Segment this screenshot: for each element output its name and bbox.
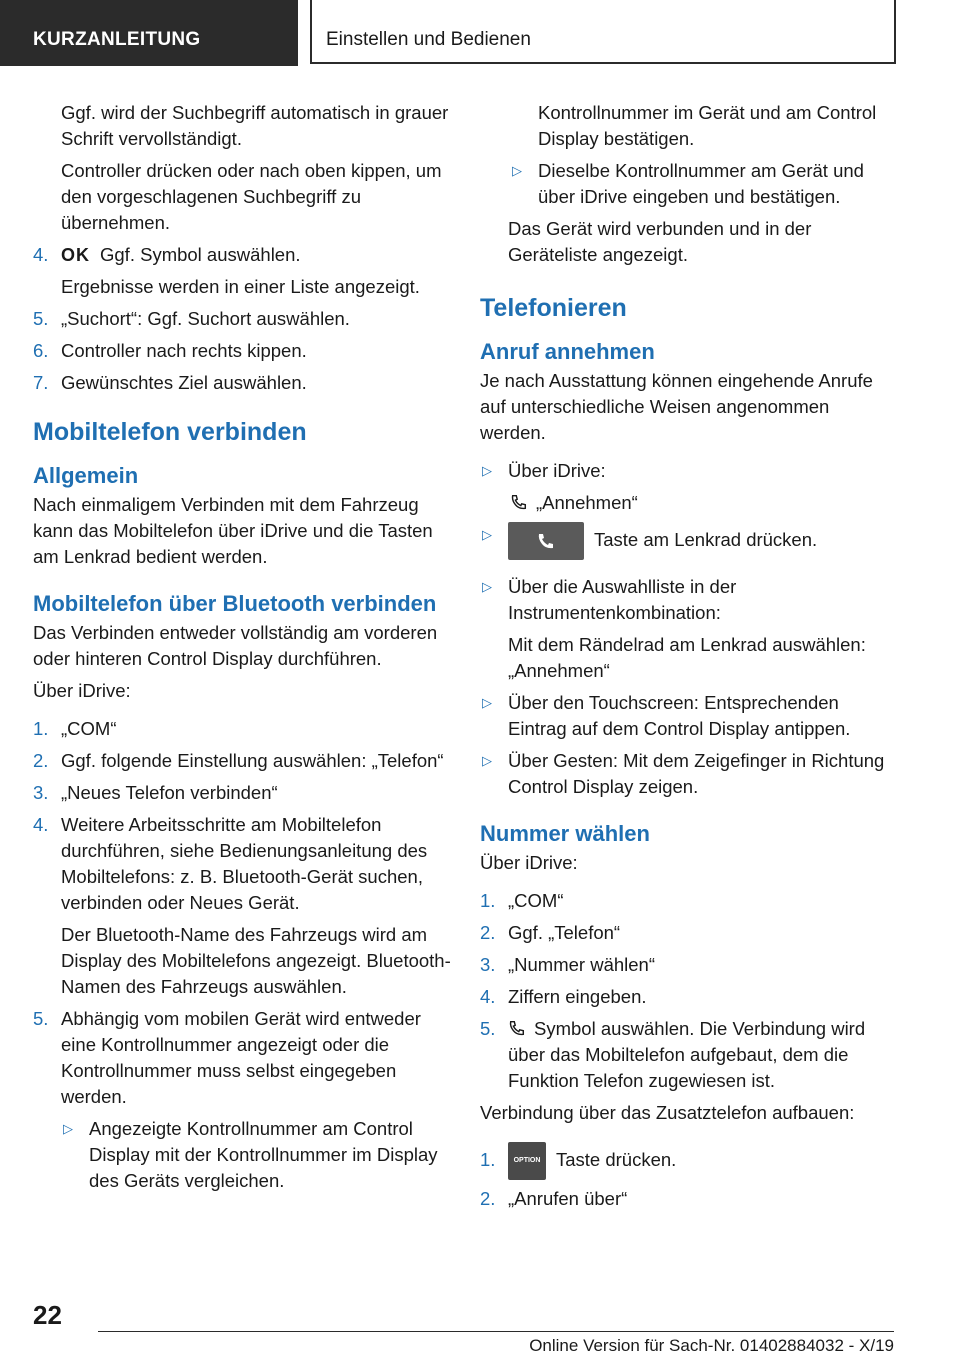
list-item: 6. Controller nach rechts kippen. bbox=[33, 340, 307, 361]
paragraph: Über iDrive: bbox=[480, 852, 578, 873]
paragraph: Mit dem Rändelrad am Lenkrad auswählen: „Annehmen“ bbox=[508, 634, 866, 681]
heading-anruf-annehmen: Anruf annehmen bbox=[480, 339, 655, 364]
paragraph: Das Verbinden entweder vollständig am vorderen oder hinteren Control Display durchführen. bbox=[33, 622, 438, 669]
paragraph: Ggf. wird der Suchbegriff automatisch in grauer Schrift vervollständigt. bbox=[61, 102, 449, 149]
list-item: 3. „Nummer wählen“ bbox=[480, 954, 656, 975]
paragraph: Kontrollnummer im Gerät und am Control Display bestätigen. bbox=[538, 102, 877, 149]
heading-allgemein: Allgemein bbox=[33, 463, 139, 488]
heading-telefonieren: Telefonieren bbox=[480, 294, 627, 322]
page-header bbox=[0, 0, 960, 66]
paragraph: Verbindung über das Zusatztelefon aufbauen: bbox=[480, 1102, 855, 1123]
section-tab: KURZANLEITUNG bbox=[0, 0, 298, 66]
sub-list-item: ▷ Dieselbe Kontrollnummer am Gerät und über iDrive eingeben und bestätigen. bbox=[512, 160, 864, 207]
right-column bbox=[480, 100, 900, 1218]
page-number: 22 bbox=[33, 1300, 62, 1330]
paragraph: Das Gerät wird verbunden und in der Geräteliste angezeigt. bbox=[508, 218, 812, 265]
list-item: 4. OK Ggf. Symbol auswählen. bbox=[33, 244, 301, 265]
phone-icon bbox=[510, 493, 528, 511]
sub-list-item: ▷ Über den Touchscreen: Entsprechenden Eintrag auf dem Control Display antippen. bbox=[482, 692, 851, 739]
list-item: 5. Symbol auswählen. Die Verbindung wird über das Mobiltelefon aufgebaut, dem die Funktion Telefon zugewiesen ist. bbox=[480, 1018, 866, 1091]
paragraph: Nach einmaligem Verbinden mit dem Fahrzeug kann das Mobiltelefon über iDrive und die Tasten am Lenkrad bedient werden. bbox=[33, 494, 433, 567]
triangle-bullet-icon: ▷ bbox=[512, 163, 522, 178]
triangle-bullet-icon: ▷ bbox=[482, 753, 492, 768]
paragraph: Der Bluetooth-Name des Fahrzeugs wird am Display des Mobiltelefons angezeigt. Bluetooth-Namen des Fahrzeugs auswählen. bbox=[61, 924, 451, 997]
list-item: 4. Ziffern eingeben. bbox=[480, 986, 647, 1007]
paragraph: Über iDrive: bbox=[33, 680, 131, 701]
paragraph: Ergebnisse werden in einer Liste angezeigt. bbox=[61, 276, 420, 297]
list-item: 4. Weitere Arbeitsschritte am Mobiltelefon durchführen, siehe Bedienungsanleitung des Mobiltelefons: z. B. Bluetooth-Gerät suchen, verbinden oder Neues Gerät. bbox=[33, 814, 428, 913]
sub-list-item: ▷ Über iDrive: bbox=[480, 458, 900, 484]
triangle-bullet-icon: ▷ bbox=[63, 1121, 73, 1136]
left-column bbox=[33, 100, 453, 1200]
steering-wheel-phone-button-icon bbox=[508, 522, 584, 560]
ok-icon: OK bbox=[61, 245, 90, 265]
sub-list-item: ▷ Taste am Lenkrad drücken. bbox=[480, 522, 900, 560]
chapter-title: Einstellen und Bedienen bbox=[310, 0, 896, 64]
phone-icon bbox=[508, 1019, 526, 1037]
sub-list-item: ▷ Angezeigte Kontrollnummer am Control Display mit der Kontrollnummer im Display des Geräts vergleichen. bbox=[63, 1118, 438, 1191]
list-item: 1. „COM“ bbox=[33, 718, 117, 739]
heading-nummer-waehlen: Nummer wählen bbox=[480, 821, 650, 846]
list-item: 2. Ggf. „Telefon“ bbox=[480, 922, 621, 943]
list-item: 1. „COM“ bbox=[480, 890, 564, 911]
list-item: 3. „Neues Telefon verbinden“ bbox=[33, 782, 278, 803]
option-button-icon: OPTION bbox=[508, 1142, 546, 1180]
footer-text: Online Version für Sach-Nr. 01402884032 - X/19 bbox=[529, 1336, 894, 1355]
paragraph: Controller drücken oder nach oben kippen, um den vorgeschlagenen Suchbegriff zu übernehmen. bbox=[61, 160, 442, 233]
paragraph: Je nach Ausstattung können eingehende Anrufe auf unterschiedliche Weisen angenommen werden. bbox=[480, 370, 873, 443]
triangle-bullet-icon: ▷ bbox=[482, 527, 492, 542]
list-item: 5. Abhängig vom mobilen Gerät wird entweder eine Kontrollnummer angezeigt oder die Kontrollnummer muss selbst eingegeben werden. bbox=[33, 1008, 421, 1107]
list-item: 1. OPTION Taste drücken. bbox=[480, 1140, 900, 1180]
triangle-bullet-icon: ▷ bbox=[482, 463, 492, 478]
heading-bluetooth: Mobiltelefon über Bluetooth verbinden bbox=[33, 591, 437, 616]
paragraph: „Annehmen“ bbox=[480, 490, 900, 516]
heading-mobiltelefon: Mobiltelefon verbinden bbox=[33, 418, 307, 446]
sub-list-item: ▷ Über Gesten: Mit dem Zeigefinger in Richtung Control Display zeigen. bbox=[482, 750, 885, 797]
triangle-bullet-icon: ▷ bbox=[482, 579, 492, 594]
list-item: 7. Gewünschtes Ziel auswählen. bbox=[33, 372, 307, 393]
list-item: 5. „Suchort“: Ggf. Suchort auswählen. bbox=[33, 308, 350, 329]
triangle-bullet-icon: ▷ bbox=[482, 695, 492, 710]
sub-list-item: ▷ Über die Auswahlliste in der Instrumentenkombination: bbox=[482, 576, 737, 623]
list-item: 2. „Anrufen über“ bbox=[480, 1188, 628, 1210]
list-item: 2. Ggf. folgende Einstellung auswählen: „Telefon“ bbox=[33, 750, 444, 771]
